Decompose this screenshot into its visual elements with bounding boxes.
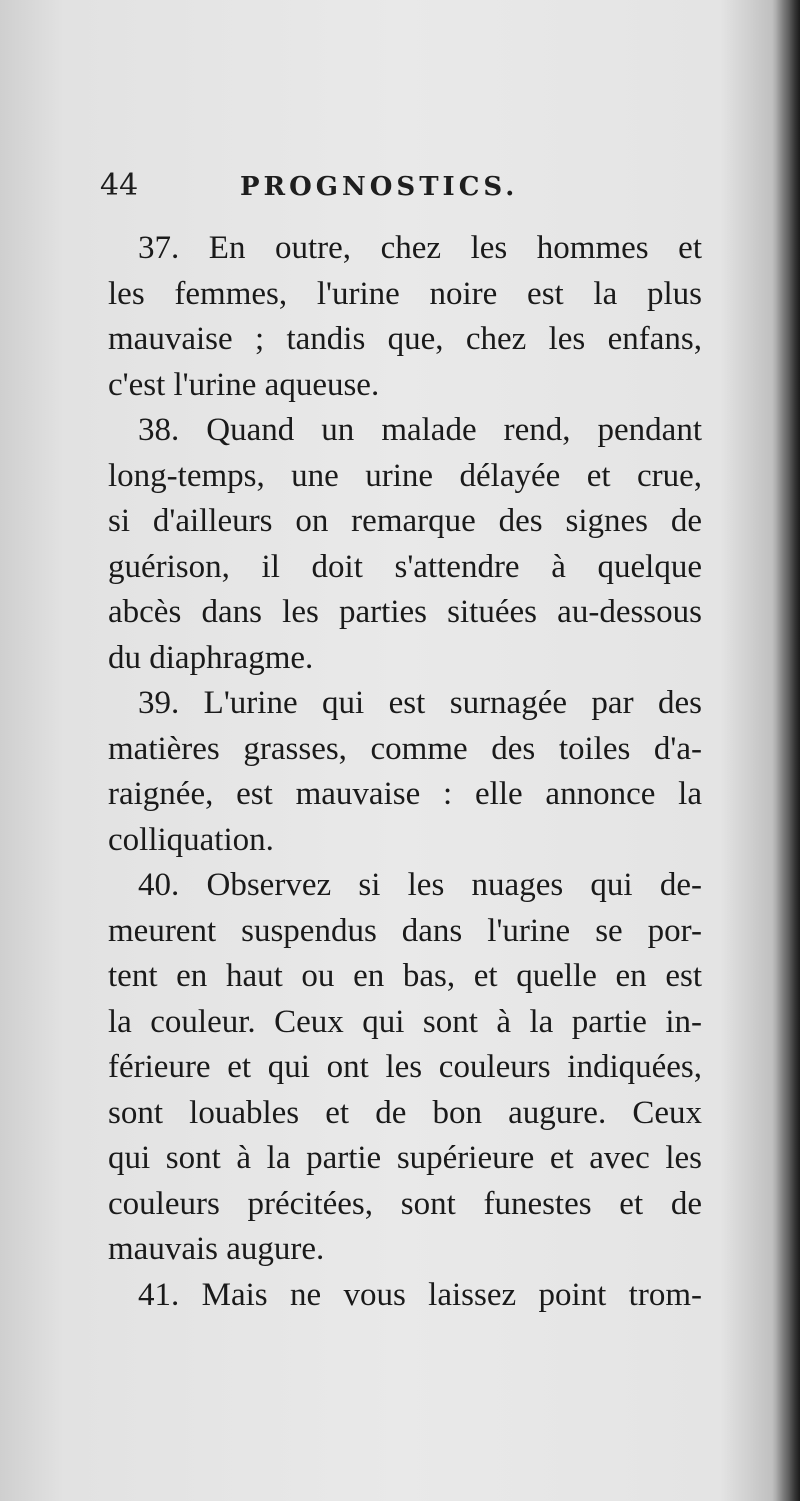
text-line: 40. Observez si les nuages qui de- [138,867,702,903]
paragraph-39 [108,681,702,863]
paragraph-38 [108,408,702,681]
text-line: 37. En outre, chez les hommes et [138,230,702,266]
text-line: 38. Quand un malade rend, pendant [138,412,702,448]
body-text [108,226,702,1318]
text-line: c'est l'urine aqueuse. [108,366,380,403]
text-line: qui sont à la partie supérieure et avec les [108,1140,702,1176]
text-line: férieure et qui ont les couleurs indiquées, [108,1049,702,1085]
text-line: couleurs précitées, sont funestes et de [108,1185,702,1222]
page-number: 44 [100,168,139,203]
text-line: matières grasses, comme des toiles d'a- [108,730,702,767]
page-gutter-shadow [772,0,800,1501]
text-line: les femmes, l'urine noire est la plus [108,275,702,312]
text-line: la couleur. Ceux qui sont à la partie in- [108,1003,702,1040]
text-line: guérison, il doit s'attendre à quelque [108,548,702,585]
text-line: si d'ailleurs on remarque des signes de [108,503,702,539]
text-line: du diaphragme. [108,639,314,676]
text-line: long-temps, une urine délayée et crue, [108,457,702,494]
text-line: tent en haut ou en bas, et quelle en est [108,958,702,994]
text-line: colliquation. [108,821,274,858]
paragraph-37 [108,226,702,408]
text-line: sont louables et de bon augure. Ceux [108,1094,702,1131]
page-header [100,168,660,212]
text-line: mauvais augure. [108,1231,325,1267]
text-line: meurent suspendus dans l'urine se por- [108,912,702,949]
text-line: 39. L'urine qui est surnagée par des [138,685,702,721]
running-title: PROGNOSTICS. [240,172,519,202]
text-line: abcès dans les parties situées au-dessous [108,594,702,630]
text-line: raignée, est mauvaise : elle annonce la [108,776,702,812]
text-line: mauvaise ; tandis que, chez les enfans, [108,321,702,357]
paragraph-41 [108,1273,702,1319]
paragraph-40 [108,863,702,1273]
text-line: 41. Mais ne vous laissez point trom- [138,1276,702,1313]
